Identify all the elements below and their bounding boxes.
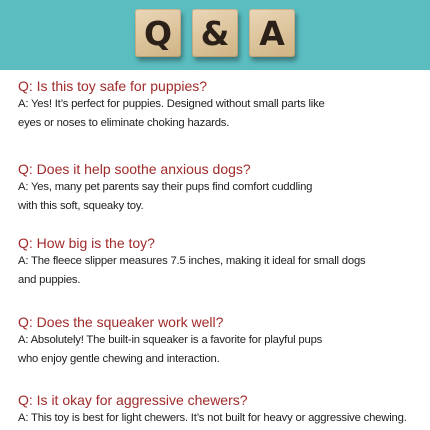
faq-question: Q: Does the squeaker work well? [18,314,224,330]
tile-a: A [249,9,295,57]
faq-answer-line: with this soft, squeaky toy. [18,200,144,212]
faq-item [18,392,407,428]
faq-answer-line: A: The fleece slipper measures 7.5 inches, making it ideal for small dogs [18,255,366,267]
letter-tiles [0,9,430,63]
faq-question: Q: Does it help soothe anxious dogs? [18,161,251,177]
faq-item [18,314,322,369]
faq-answer-line: A: Absolutely! The built-in squeaker is a favorite for playful pups [18,334,323,346]
faq-item [18,78,325,133]
tile-ampersand: & [192,9,238,57]
faq-answer-line: A: This toy is best for light chewers. It’s not built for heavy or aggressive chewing. [18,412,407,424]
faq-item [18,161,312,216]
faq-answer-line: who enjoy gentle chewing and interaction. [18,353,220,365]
header-banner [0,0,430,70]
tile-q: Q [135,9,181,57]
faq-answer-line: A: Yes, many pet parents say their pups find comfort cuddling [18,181,313,193]
faq-answer-line: eyes or noses to eliminate choking hazards. [18,117,230,129]
faq-answer-line: A: Yes! It’s perfect for puppies. Designed without small parts like [18,98,325,110]
faq-question: Q: How big is the toy? [18,235,155,251]
faq-answer-line: and puppies. [18,274,81,286]
faq-question: Q: Is it okay for aggressive chewers? [18,392,248,408]
faq-item [18,235,366,290]
faq-question: Q: Is this toy safe for puppies? [18,78,208,94]
